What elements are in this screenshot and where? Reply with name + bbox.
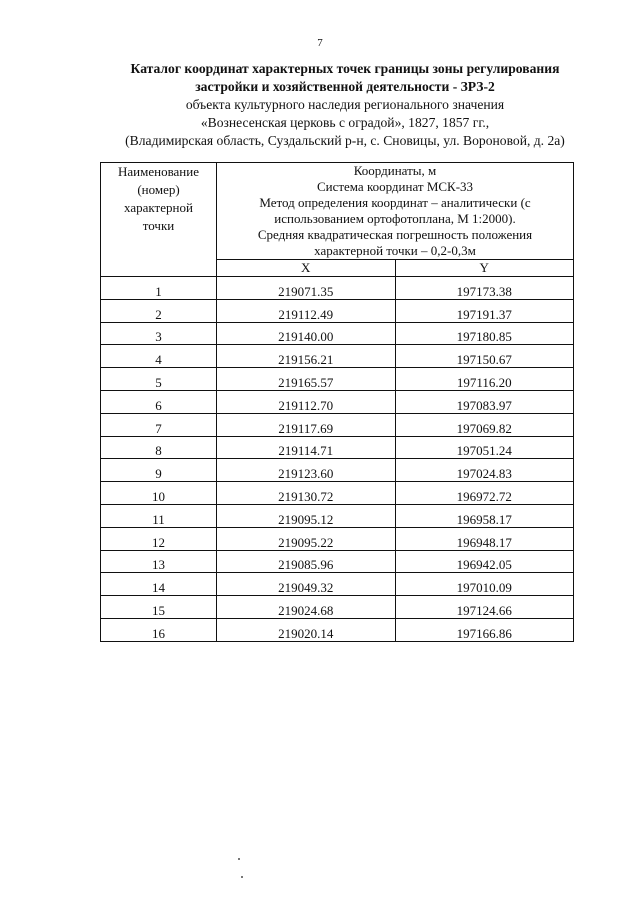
point-name-header: Наименование (номер) характерной точки [101,163,217,277]
x-coordinate-cell: 219071.35 [217,277,396,300]
x-column-header: X [217,260,396,277]
y-coordinate-cell: 196958.17 [395,504,574,527]
y-coordinate-cell: 197124.66 [395,596,574,619]
table-row [101,482,574,505]
y-coordinate-cell: 197069.82 [395,413,574,436]
point-number-cell: 8 [101,436,217,459]
x-coordinate-cell: 219156.21 [217,345,396,368]
x-coordinate-cell: 219095.22 [217,527,396,550]
y-coordinate-cell: 197180.85 [395,322,574,345]
x-coordinate-cell: 219117.69 [217,413,396,436]
table-row [101,573,574,596]
table-row [101,368,574,391]
table-row [101,527,574,550]
point-number-cell: 2 [101,299,217,322]
scan-speck [238,858,240,860]
point-number-cell: 13 [101,550,217,573]
table-row [101,436,574,459]
x-coordinate-cell: 219049.32 [217,573,396,596]
object-name-line: «Вознесенская церковь с оградой», 1827, 1857 гг., [200,115,490,130]
x-coordinate-cell: 219165.57 [217,368,396,391]
y-coordinate-cell: 197150.67 [395,345,574,368]
x-coordinate-cell: 219024.68 [217,596,396,619]
point-number-cell: 3 [101,322,217,345]
point-number-cell: 4 [101,345,217,368]
table-row [101,459,574,482]
title-line-2: застройки и хозяйственной деятельности - ЗРЗ-2 [195,79,495,94]
table-row [101,618,574,641]
x-coordinate-cell: 219112.70 [217,390,396,413]
point-number-cell: 9 [101,459,217,482]
point-number-cell: 6 [101,390,217,413]
y-coordinate-cell: 197010.09 [395,573,574,596]
table-row [101,504,574,527]
y-coordinate-cell: 197116.20 [395,368,574,391]
y-coordinate-cell: 197083.97 [395,390,574,413]
table-row [101,596,574,619]
point-number-cell: 10 [101,482,217,505]
scan-speck [241,876,243,878]
page-number: 7 [317,37,323,49]
x-coordinate-cell: 219085.96 [217,550,396,573]
point-number-cell: 11 [101,504,217,527]
document-heading [95,60,595,150]
point-number-cell: 7 [101,413,217,436]
table-row [101,550,574,573]
table-row [101,277,574,300]
object-address-line: (Владимирская область, Суздальский р-н, с. Сновицы, ул. Вороновой, д. 2а) [125,133,565,148]
x-coordinate-cell: 219130.72 [217,482,396,505]
y-coordinate-cell: 197191.37 [395,299,574,322]
x-coordinate-cell: 219123.60 [217,459,396,482]
y-column-header: Y [395,260,574,277]
x-coordinate-cell: 219112.49 [217,299,396,322]
y-coordinate-cell: 197173.38 [395,277,574,300]
x-coordinate-cell: 219095.12 [217,504,396,527]
table-row [101,322,574,345]
table-row [101,413,574,436]
point-number-cell: 12 [101,527,217,550]
y-coordinate-cell: 197166.86 [395,618,574,641]
point-number-cell: 15 [101,596,217,619]
coordinates-header: Координаты, м Система координат МСК-33 Метод определения координат – аналитически (с использованием ортофотоплана, М 1:2000). Средняя квадратическая погрешность положения характерной точки – 0,2-0,3м [217,163,574,260]
y-coordinate-cell: 196948.17 [395,527,574,550]
object-category-line: объекта культурного наследия регионального значения [185,97,505,112]
y-coordinate-cell: 196942.05 [395,550,574,573]
coordinates-table [100,162,574,642]
y-coordinate-cell: 197051.24 [395,436,574,459]
point-number-cell: 5 [101,368,217,391]
table-row [101,299,574,322]
y-coordinate-cell: 197024.83 [395,459,574,482]
x-coordinate-cell: 219114.71 [217,436,396,459]
point-number-cell: 16 [101,618,217,641]
table-row [101,345,574,368]
x-coordinate-cell: 219140.00 [217,322,396,345]
x-coordinate-cell: 219020.14 [217,618,396,641]
table-row [101,390,574,413]
title-line-1: Каталог координат характерных точек границы зоны регулирования [130,61,560,76]
point-number-cell: 1 [101,277,217,300]
y-coordinate-cell: 196972.72 [395,482,574,505]
point-number-cell: 14 [101,573,217,596]
